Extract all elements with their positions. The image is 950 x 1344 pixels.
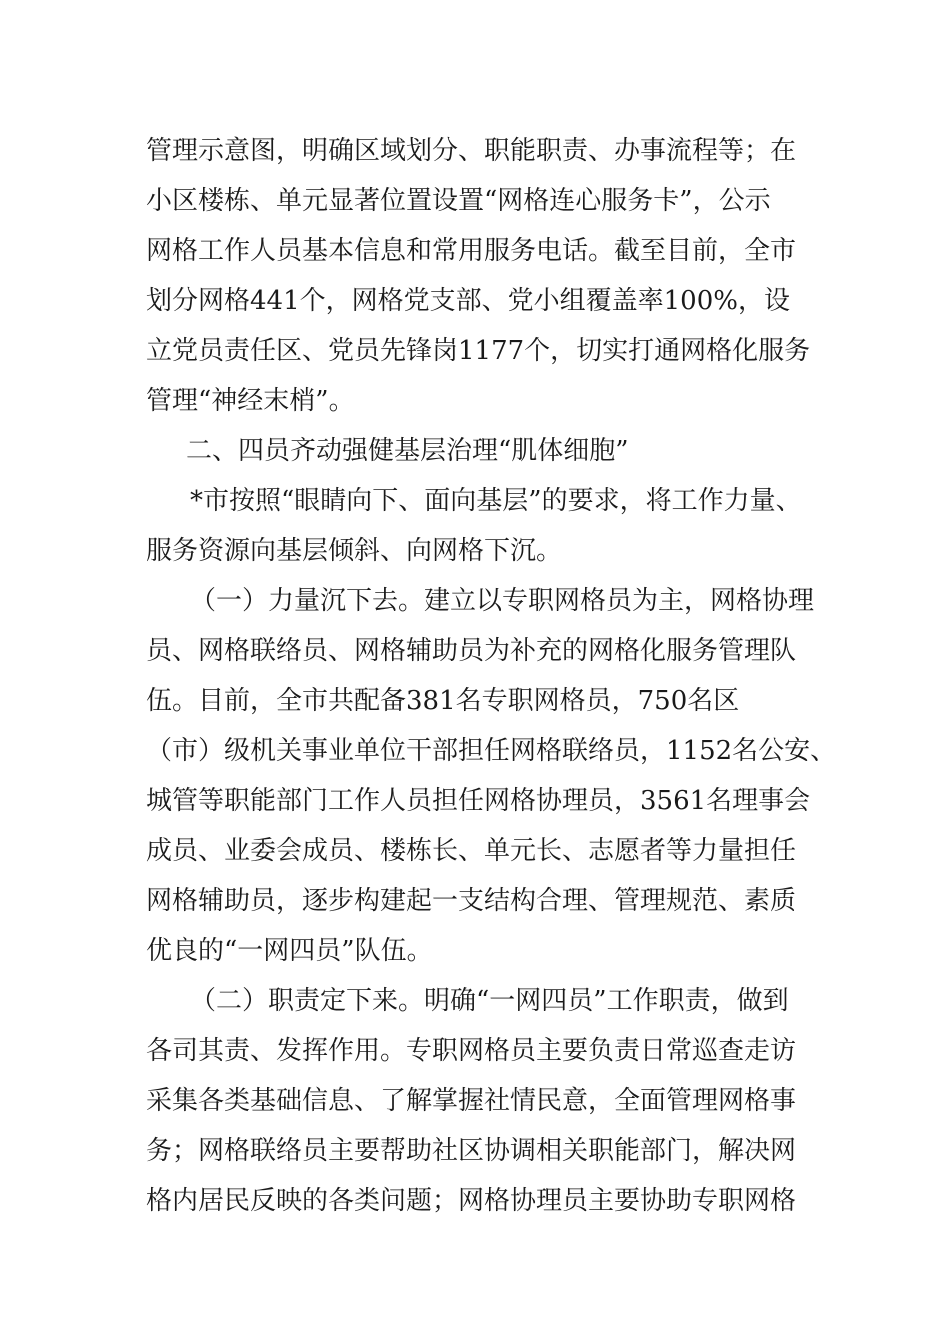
text-line: 管理示意图，明确区域划分、职能职责、办事流程等；在 — [146, 136, 797, 166]
text-line: 网格辅助员，逐步构建起一支结构合理、管理规范、素质 — [146, 886, 797, 916]
section-heading: 二、四员齐动强健基层治理“肌体细胞” — [186, 436, 629, 466]
text-line: 采集各类基础信息、了解掌握社情民意，全面管理网格事 — [146, 1086, 797, 1116]
text-line: 务；网格联络员主要帮助社区协调相关职能部门，解决网 — [146, 1136, 797, 1166]
text-line: 城管等职能部门工作人员担任网格协理员，3561名理事会 — [146, 786, 811, 816]
text-line: 优良的“一网四员”队伍。 — [146, 936, 433, 966]
text-line: 网格工作人员基本信息和常用服务电话。截至目前，全市 — [146, 236, 797, 266]
text-line: 立党员责任区、党员先锋岗1177个，切实打通网格化服务 — [146, 336, 811, 366]
text-line: 伍。目前，全市共配备381名专职网格员，750名区 — [146, 686, 740, 716]
text-line: 小区楼栋、单元显著位置设置“网格连心服务卡”，公示 — [146, 186, 771, 216]
text-line: 管理“神经末梢”。 — [146, 386, 355, 416]
text-line: 各司其责、发挥作用。专职网格员主要负责日常巡查走访 — [146, 1036, 797, 1066]
text-line: （市）级机关事业单位干部担任网格联络员，1152名公安、 — [146, 736, 837, 766]
text-line: 员、网格联络员、网格辅助员为补充的网格化服务管理队 — [146, 636, 797, 666]
text-line: 成员、业委会成员、楼栋长、单元长、志愿者等力量担任 — [146, 836, 797, 866]
text-line: 服务资源向基层倾斜、向网格下沉。 — [146, 536, 563, 566]
subsection-line: （二）职责定下来。明确“一网四员”工作职责，做到 — [190, 986, 789, 1016]
text-line: *市按照“眼睛向下、面向基层”的要求，将工作力量、 — [190, 486, 802, 516]
text-line: 划分网格441个，网格党支部、党小组覆盖率100%，设 — [146, 286, 790, 316]
subsection-line: （一）力量沉下去。建立以专职网格员为主，网格协理 — [190, 586, 815, 616]
text-line: 格内居民反映的各类问题；网格协理员主要协助专职网格 — [146, 1186, 797, 1216]
